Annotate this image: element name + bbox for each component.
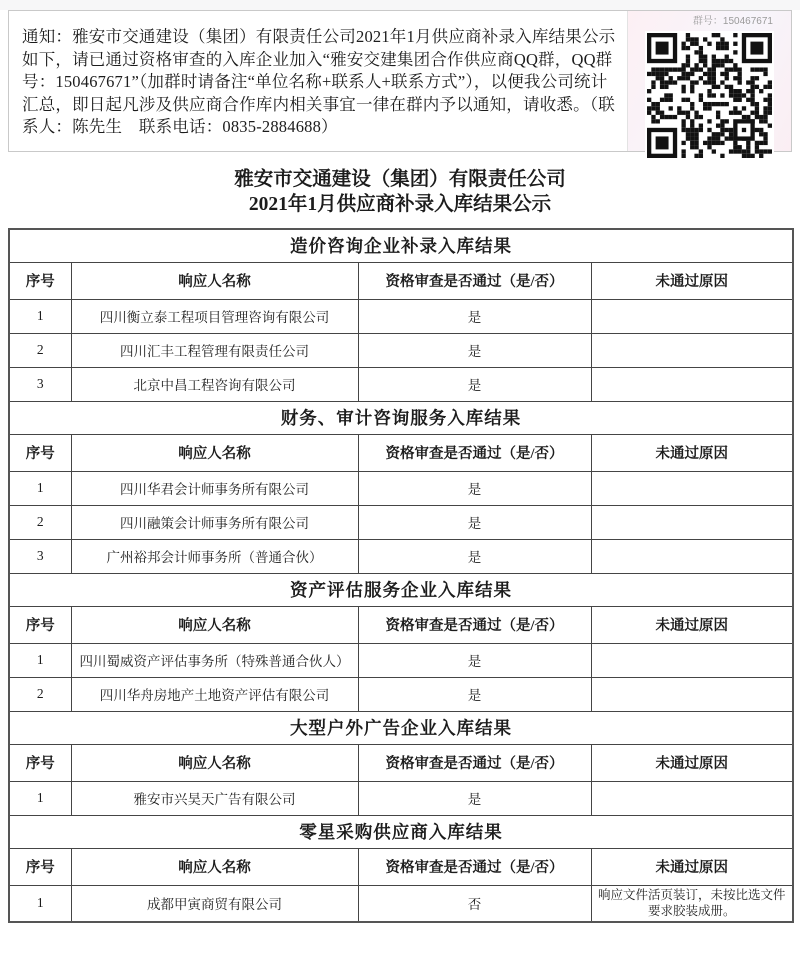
section-title-row — [9, 815, 793, 848]
cell-passed: 是 — [358, 781, 591, 815]
cell-respondent-name: 四川蜀威资产评估事务所（特殊普通合伙人） — [71, 643, 358, 677]
cell-passed: 否 — [358, 885, 591, 922]
document-title — [8, 167, 792, 217]
column-header: 资格审查是否通过（是/否） — [358, 848, 591, 885]
section-title: 大型户外广告企业入库结果 — [9, 711, 793, 744]
cell-fail-reason — [591, 781, 793, 815]
cell-respondent-name: 广州裕邦会计师事务所（普通合伙） — [71, 539, 358, 573]
cell-serial-number: 1 — [9, 299, 71, 333]
cell-respondent-name: 四川衡立泰工程项目管理咨询有限公司 — [71, 299, 358, 333]
cell-fail-reason — [591, 333, 793, 367]
cell-respondent-name: 雅安市兴昊天广告有限公司 — [71, 781, 358, 815]
cell-fail-reason — [591, 367, 793, 401]
cell-serial-number: 3 — [9, 539, 71, 573]
column-header: 资格审查是否通过（是/否） — [358, 262, 591, 299]
column-header: 序号 — [9, 848, 71, 885]
table-row — [9, 885, 793, 922]
column-header: 未通过原因 — [591, 606, 793, 643]
column-header: 序号 — [9, 262, 71, 299]
cell-serial-number: 1 — [9, 643, 71, 677]
column-header: 序号 — [9, 606, 71, 643]
column-header: 资格审查是否通过（是/否） — [358, 434, 591, 471]
table-row — [9, 643, 793, 677]
results-table — [8, 228, 794, 923]
section-title-row — [9, 229, 793, 262]
column-header-row — [9, 606, 793, 643]
cell-respondent-name: 四川华君会计师事务所有限公司 — [71, 471, 358, 505]
column-header: 响应人名称 — [71, 434, 358, 471]
document-title-line-1: 雅安市交通建设（集团）有限责任公司 — [234, 169, 566, 190]
cell-passed: 是 — [358, 643, 591, 677]
column-header: 序号 — [9, 434, 71, 471]
cell-respondent-name: 四川汇丰工程管理有限责任公司 — [71, 333, 358, 367]
cell-serial-number: 1 — [9, 885, 71, 922]
cell-passed: 是 — [358, 471, 591, 505]
column-header-row — [9, 848, 793, 885]
section-title: 资产评估服务企业入库结果 — [9, 573, 793, 606]
table-row — [9, 367, 793, 401]
column-header: 响应人名称 — [71, 606, 358, 643]
table-row — [9, 299, 793, 333]
qq-group-number-label: 群号：150467671 — [692, 16, 773, 27]
column-header: 未通过原因 — [591, 744, 793, 781]
section-title-row — [9, 401, 793, 434]
column-header-row — [9, 262, 793, 299]
cell-serial-number: 2 — [9, 505, 71, 539]
section-title: 财务、审计咨询服务入库结果 — [9, 401, 793, 434]
cell-serial-number: 1 — [9, 781, 71, 815]
document-title-line-2: 2021年1月供应商补录入库结果公示 — [248, 194, 552, 215]
cell-serial-number: 2 — [9, 333, 71, 367]
cell-respondent-name: 四川融策会计师事务所有限公司 — [71, 505, 358, 539]
results-table-body — [9, 229, 793, 922]
cell-fail-reason — [591, 299, 793, 333]
column-header: 资格审查是否通过（是/否） — [358, 606, 591, 643]
cell-fail-reason — [591, 505, 793, 539]
qq-group-qr-code-icon — [647, 33, 772, 158]
column-header: 资格审查是否通过（是/否） — [358, 744, 591, 781]
notice-text: 通知：雅安市交通建设（集团）有限责任公司2021年1月供应商补录入库结果公示如下，请已通过资格审查的入库企业加入“雅安交建集团合作供应商QQ群，QQ群号：150467671”（加群时请备注“单位名称+联系人+联系方式”），以便我公司统计汇总，即日起凡涉及供应商合作库内相关事宜一律在群内予以通知，请收悉。（联系人：陈先生 联系电话：0835-2884688） — [22, 27, 616, 136]
table-row — [9, 677, 793, 711]
cell-serial-number: 1 — [9, 471, 71, 505]
column-header: 未通过原因 — [591, 434, 793, 471]
section-title: 零星采购供应商入库结果 — [9, 815, 793, 848]
section-title-row — [9, 711, 793, 744]
table-row — [9, 333, 793, 367]
qr-frame — [645, 31, 774, 165]
section-title: 造价咨询企业补录入库结果 — [9, 229, 793, 262]
cell-respondent-name: 北京中昌工程咨询有限公司 — [71, 367, 358, 401]
section-title-row — [9, 573, 793, 606]
cell-fail-reason — [591, 471, 793, 505]
cell-passed: 是 — [358, 505, 591, 539]
column-header-row — [9, 744, 793, 781]
column-header-row — [9, 434, 793, 471]
column-header: 响应人名称 — [71, 848, 358, 885]
cell-passed: 是 — [358, 539, 591, 573]
cell-respondent-name: 四川华舟房地产土地资产评估有限公司 — [71, 677, 358, 711]
qr-area — [627, 11, 791, 151]
cell-passed: 是 — [358, 299, 591, 333]
cell-passed: 是 — [358, 333, 591, 367]
cell-fail-reason — [591, 539, 793, 573]
cell-fail-reason — [591, 643, 793, 677]
notice-box — [8, 10, 792, 152]
table-row — [9, 505, 793, 539]
cell-passed: 是 — [358, 677, 591, 711]
cell-respondent-name: 成都甲寅商贸有限公司 — [71, 885, 358, 922]
table-row — [9, 471, 793, 505]
cell-fail-reason — [591, 677, 793, 711]
announcement-page — [0, 10, 800, 955]
column-header: 响应人名称 — [71, 744, 358, 781]
cell-serial-number: 2 — [9, 677, 71, 711]
cell-fail-reason: 响应文件活页装订，未按比选文件要求胶装成册。 — [591, 885, 793, 922]
cell-passed: 是 — [358, 367, 591, 401]
column-header: 未通过原因 — [591, 848, 793, 885]
column-header: 未通过原因 — [591, 262, 793, 299]
table-row — [9, 781, 793, 815]
table-row — [9, 539, 793, 573]
cell-serial-number: 3 — [9, 367, 71, 401]
column-header: 序号 — [9, 744, 71, 781]
column-header: 响应人名称 — [71, 262, 358, 299]
